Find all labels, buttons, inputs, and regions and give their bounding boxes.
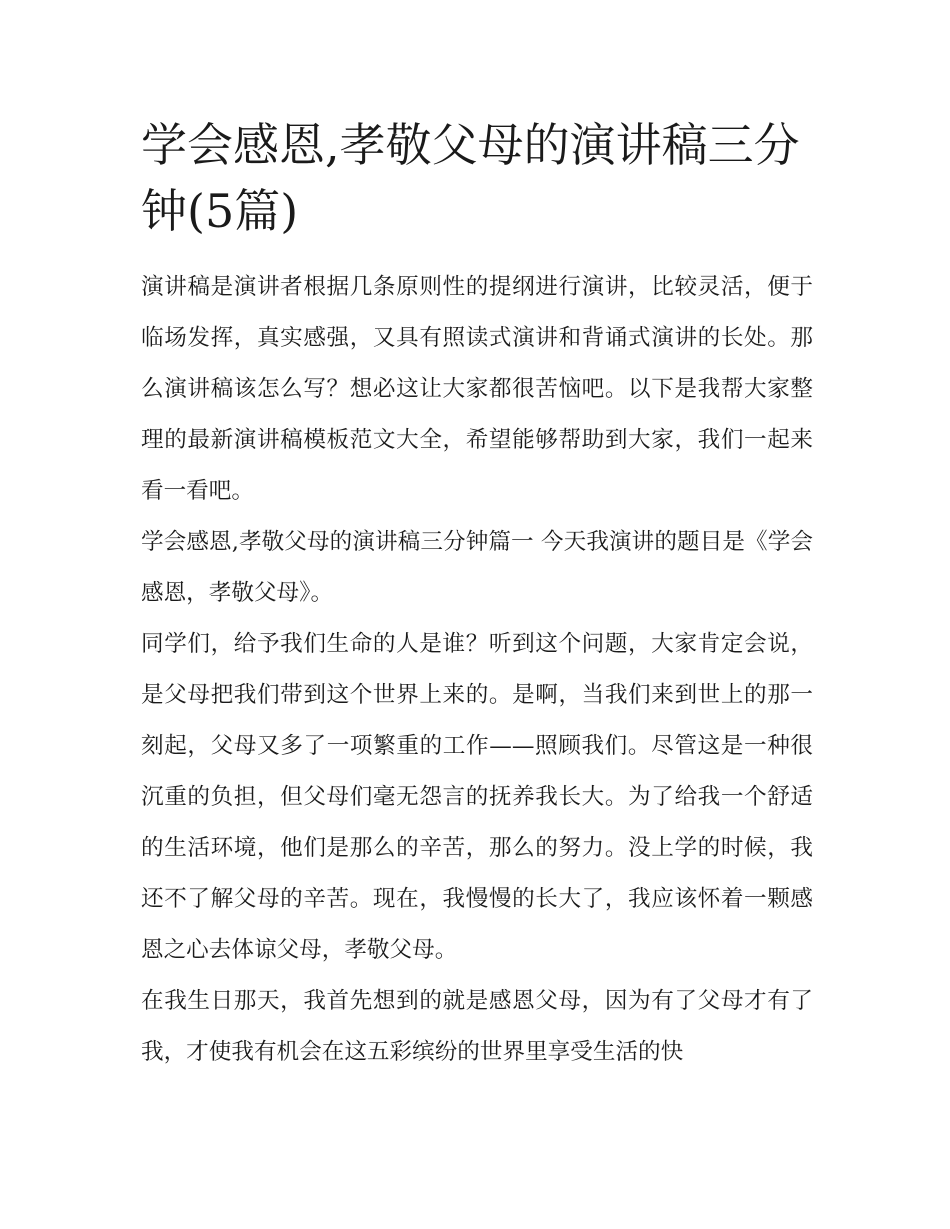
paragraph-intro: 演讲稿是演讲者根据几条原则性的提纲进行演讲，比较灵活，便于临场发挥，真实感强，又具有照读式演讲和背诵式演讲的长处。那么演讲稿该怎么写？想必这让大家都很苦恼吧。以下是我帮大家整理的最新演讲稿模板范文大全，希望能够帮助到大家，我们一起来看一看吧。 bbox=[141, 274, 813, 504]
document-title: 学会感恩,孝敬父母的演讲稿三分钟(5篇) bbox=[141, 118, 800, 238]
paragraph-parents: 同学们，给予我们生命的人是谁？听到这个问题，大家肯定会说，是父母把我们带到这个世界上来的。是啊，当我们来到世上的那一刻起，父母又多了一项繁重的工作——照顾我们。尽管这是一种很沉重的负担，但父母们毫无怨言的抚养我长大。为了给我一个舒适的生活环境，他们是那么的辛苦，那么的努力。没上学的时候，我还不了解父母的辛苦。现在，我慢慢的长大了，我应该怀着一颗感恩之心去体谅父母，孝敬父母。 bbox=[141, 631, 813, 963]
paragraph-topic: 学会感恩,孝敬父母的演讲稿三分钟篇一 今天我演讲的题目是《学会感恩，孝敬父母》。 bbox=[141, 529, 813, 606]
document-page bbox=[141, 112, 813, 1078]
paragraph-birthday: 在我生日那天，我首先想到的就是感恩父母，因为有了父母才有了我，才使我有机会在这五彩缤纷的世界里享受生活的快 bbox=[141, 988, 813, 1065]
